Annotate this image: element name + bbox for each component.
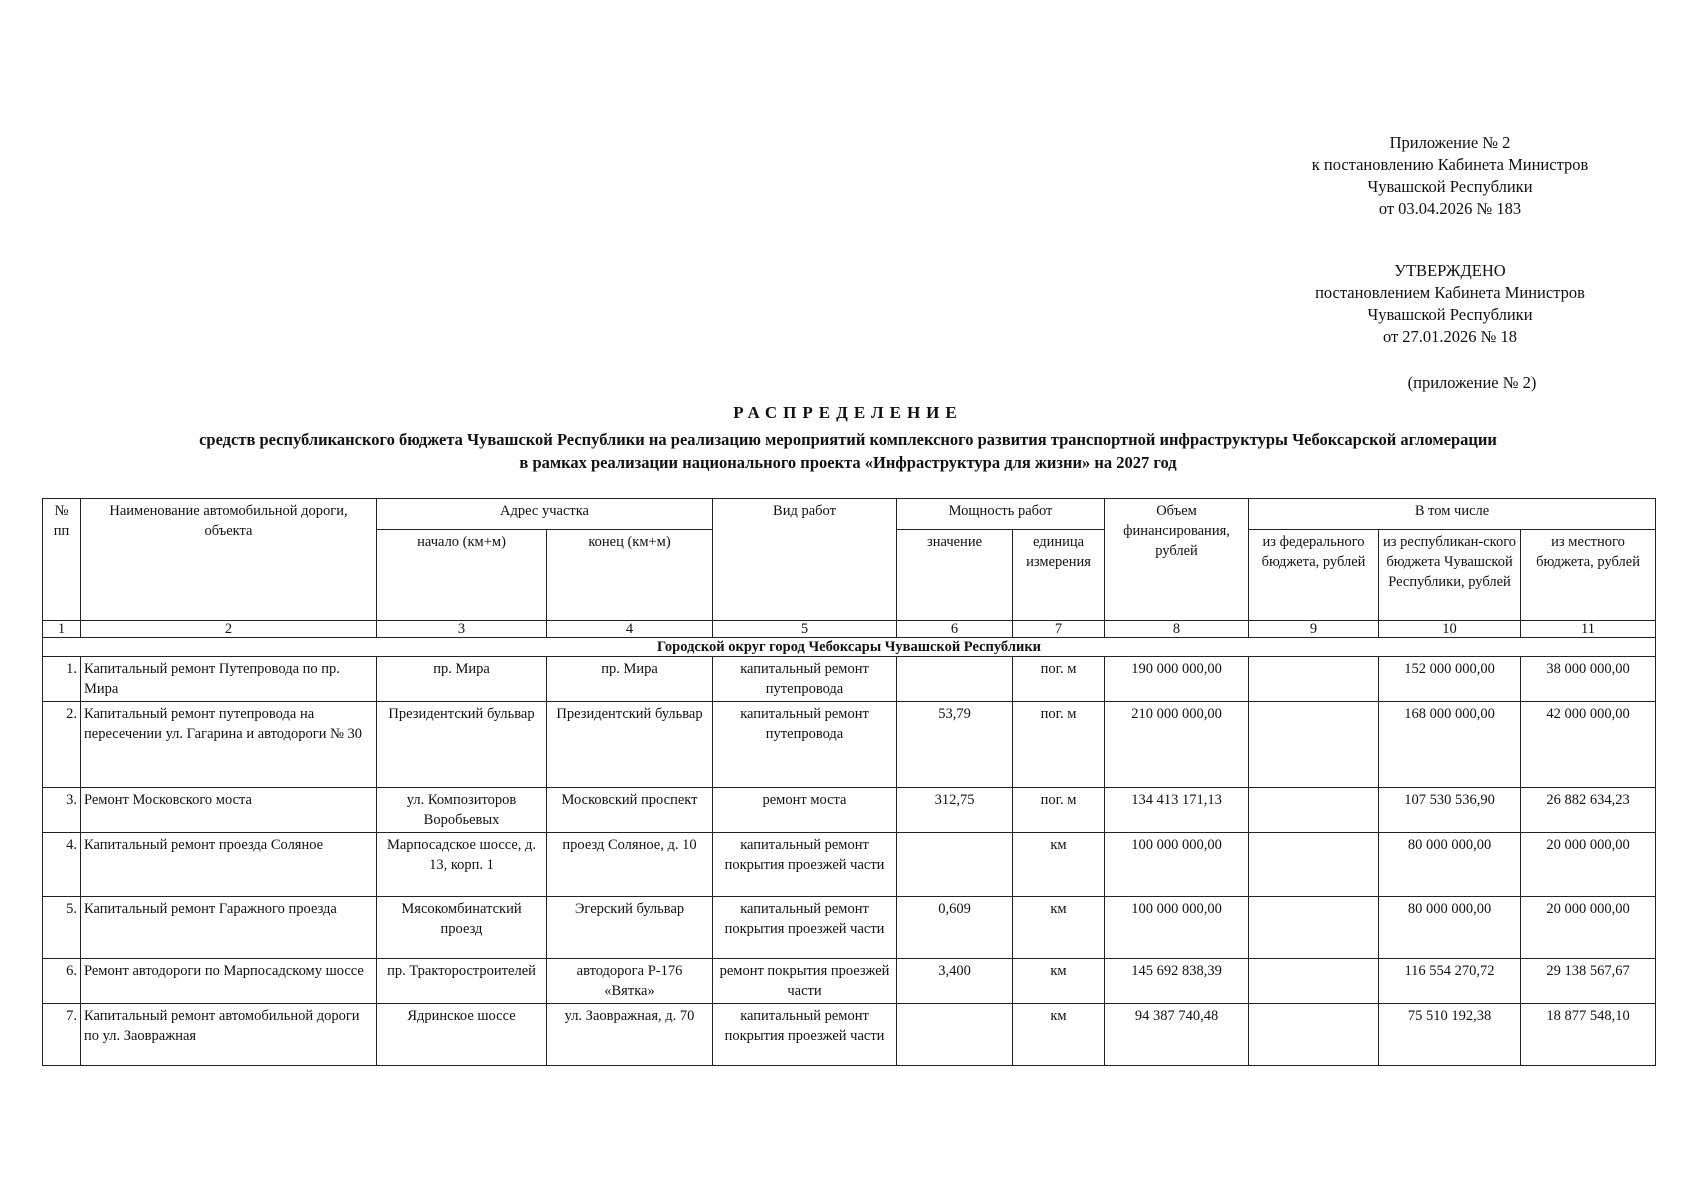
appendix-note: (приложение № 2) [1407,373,1537,392]
attachment-line-4: от 03.04.2026 № 183 [1378,199,1522,218]
row-federal [1249,897,1379,959]
row-federal [1249,959,1379,1004]
row-unit: км [1013,959,1105,1004]
row-total: 100 000 000,00 [1105,833,1249,897]
row-end: Московский проспект [547,788,713,833]
row-local: 20 000 000,00 [1521,833,1656,897]
column-number: 6 [897,621,1013,638]
row-local: 29 138 567,67 [1521,959,1656,1004]
header-including: В том числе [1249,499,1656,530]
column-number: 9 [1249,621,1379,638]
row-name: Капитальный ремонт Путепровода по пр. Мира [81,657,377,702]
row-local: 26 882 634,23 [1521,788,1656,833]
column-number: 2 [81,621,377,638]
table-row [43,959,1656,1004]
document-subtitle [40,428,1656,474]
row-federal [1249,1004,1379,1066]
header-address: Адрес участка [377,499,713,530]
table-row [43,702,1656,788]
row-name: Капитальный ремонт проезда Соляное [81,833,377,897]
row-republic: 116 554 270,72 [1379,959,1521,1004]
row-value [897,1004,1013,1066]
row-unit: пог. м [1013,788,1105,833]
header-num: № пп [43,499,81,621]
header-local: из местного бюджета, рублей [1521,530,1656,621]
row-federal [1249,788,1379,833]
row-num: 2. [43,702,81,788]
header-start: начало (км+м) [377,530,547,621]
row-value [897,833,1013,897]
row-unit: км [1013,833,1105,897]
row-total: 134 413 171,13 [1105,788,1249,833]
row-total: 210 000 000,00 [1105,702,1249,788]
column-number: 11 [1521,621,1656,638]
row-republic: 168 000 000,00 [1379,702,1521,788]
row-unit: км [1013,897,1105,959]
header-unit: единица измерения [1013,530,1105,621]
row-republic: 107 530 536,90 [1379,788,1521,833]
row-republic: 75 510 192,38 [1379,1004,1521,1066]
header-work: Вид работ [713,499,897,621]
attachment-block [1280,132,1620,220]
row-num: 3. [43,788,81,833]
approved-line-4: от 27.01.2026 № 18 [1382,327,1518,346]
row-start: пр. Тракторостроителей [377,959,547,1004]
row-name: Ремонт автодороги по Марпосадскому шоссе [81,959,377,1004]
document-title: РАСПРЕДЕЛЕНИЕ [733,403,963,422]
row-unit: пог. м [1013,657,1105,702]
section-title: Городской округ город Чебоксары Чувашской Республики [43,638,1656,657]
row-republic: 152 000 000,00 [1379,657,1521,702]
header-republic: из республикан-ского бюджета Чувашской Республики, рублей [1379,530,1521,621]
row-num: 1. [43,657,81,702]
row-value: 53,79 [897,702,1013,788]
row-end: автодорога Р-176 «Вятка» [547,959,713,1004]
row-work: капитальный ремонт путепровода [713,657,897,702]
table-row [43,1004,1656,1066]
row-end: ул. Заовражная, д. 70 [547,1004,713,1066]
row-start: Марпосадское шоссе, д. 13, корп. 1 [377,833,547,897]
table-row [43,897,1656,959]
header-row-1 [43,499,1656,530]
column-number: 1 [43,621,81,638]
row-work: капитальный ремонт покрытия проезжей части [713,897,897,959]
header-value: значение [897,530,1013,621]
row-name: Капитальный ремонт автомобильной дороги по ул. Заовражная [81,1004,377,1066]
row-federal [1249,702,1379,788]
header-funding: Объем финансирования, рублей [1105,499,1249,621]
column-numbers-row [43,621,1656,638]
column-number: 8 [1105,621,1249,638]
header-end: конец (км+м) [547,530,713,621]
attachment-line-3: Чувашской Республики [1367,177,1533,196]
row-work: ремонт покрытия проезжей части [713,959,897,1004]
approved-block [1280,260,1620,348]
row-end: пр. Мира [547,657,713,702]
attachment-line-2: к постановлению Кабинета Министров [1311,155,1589,174]
row-num: 7. [43,1004,81,1066]
table-row [43,833,1656,897]
header-federal: из федерального бюджета, рублей [1249,530,1379,621]
row-name: Капитальный ремонт путепровода на пересечении ул. Гагарина и автодороги № 30 [81,702,377,788]
table-row [43,657,1656,702]
row-value: 0,609 [897,897,1013,959]
row-end: проезд Соляное, д. 10 [547,833,713,897]
approved-line-1: УТВЕРЖДЕНО [1394,261,1506,280]
row-work: капитальный ремонт покрытия проезжей части [713,833,897,897]
row-start: Президентский бульвар [377,702,547,788]
table-row [43,788,1656,833]
row-start: Ядринское шоссе [377,1004,547,1066]
column-number: 7 [1013,621,1105,638]
row-start: пр. Мира [377,657,547,702]
approved-line-3: Чувашской Республики [1367,305,1533,324]
row-total: 100 000 000,00 [1105,897,1249,959]
row-num: 4. [43,833,81,897]
row-republic: 80 000 000,00 [1379,833,1521,897]
section-row [43,638,1656,657]
subtitle-line-1: средств республиканского бюджета Чувашской Республики на реализацию мероприятий комплексного развития транспортной инфраструктуры Чебоксарской агломерации [199,430,1497,449]
row-total: 94 387 740,48 [1105,1004,1249,1066]
column-number: 3 [377,621,547,638]
header-name: Наименование автомобильной дороги, объекта [81,499,377,621]
row-value [897,657,1013,702]
column-number: 10 [1379,621,1521,638]
row-value: 3,400 [897,959,1013,1004]
row-local: 18 877 548,10 [1521,1004,1656,1066]
row-federal [1249,657,1379,702]
row-total: 145 692 838,39 [1105,959,1249,1004]
column-number: 5 [713,621,897,638]
row-num: 5. [43,897,81,959]
row-name: Ремонт Московского моста [81,788,377,833]
row-federal [1249,833,1379,897]
row-end: Эгерский бульвар [547,897,713,959]
row-unit: пог. м [1013,702,1105,788]
row-work: капитальный ремонт покрытия проезжей части [713,1004,897,1066]
row-local: 38 000 000,00 [1521,657,1656,702]
distribution-table [42,498,1656,1066]
row-num: 6. [43,959,81,1004]
column-number: 4 [547,621,713,638]
header-capacity: Мощность работ [897,499,1105,530]
row-work: ремонт моста [713,788,897,833]
approved-line-2: постановлением Кабинета Министров [1315,283,1585,302]
row-start: ул. Композиторов Воробьевых [377,788,547,833]
subtitle-line-2: в рамках реализации национального проекта «Инфраструктура для жизни» на 2027 год [519,453,1177,472]
attachment-line-1: Приложение № 2 [1389,133,1511,152]
row-local: 42 000 000,00 [1521,702,1656,788]
row-work: капитальный ремонт путепровода [713,702,897,788]
row-unit: км [1013,1004,1105,1066]
row-name: Капитальный ремонт Гаражного проезда [81,897,377,959]
row-local: 20 000 000,00 [1521,897,1656,959]
row-total: 190 000 000,00 [1105,657,1249,702]
row-value: 312,75 [897,788,1013,833]
row-republic: 80 000 000,00 [1379,897,1521,959]
row-end: Президентский бульвар [547,702,713,788]
row-start: Мясокомбинатский проезд [377,897,547,959]
